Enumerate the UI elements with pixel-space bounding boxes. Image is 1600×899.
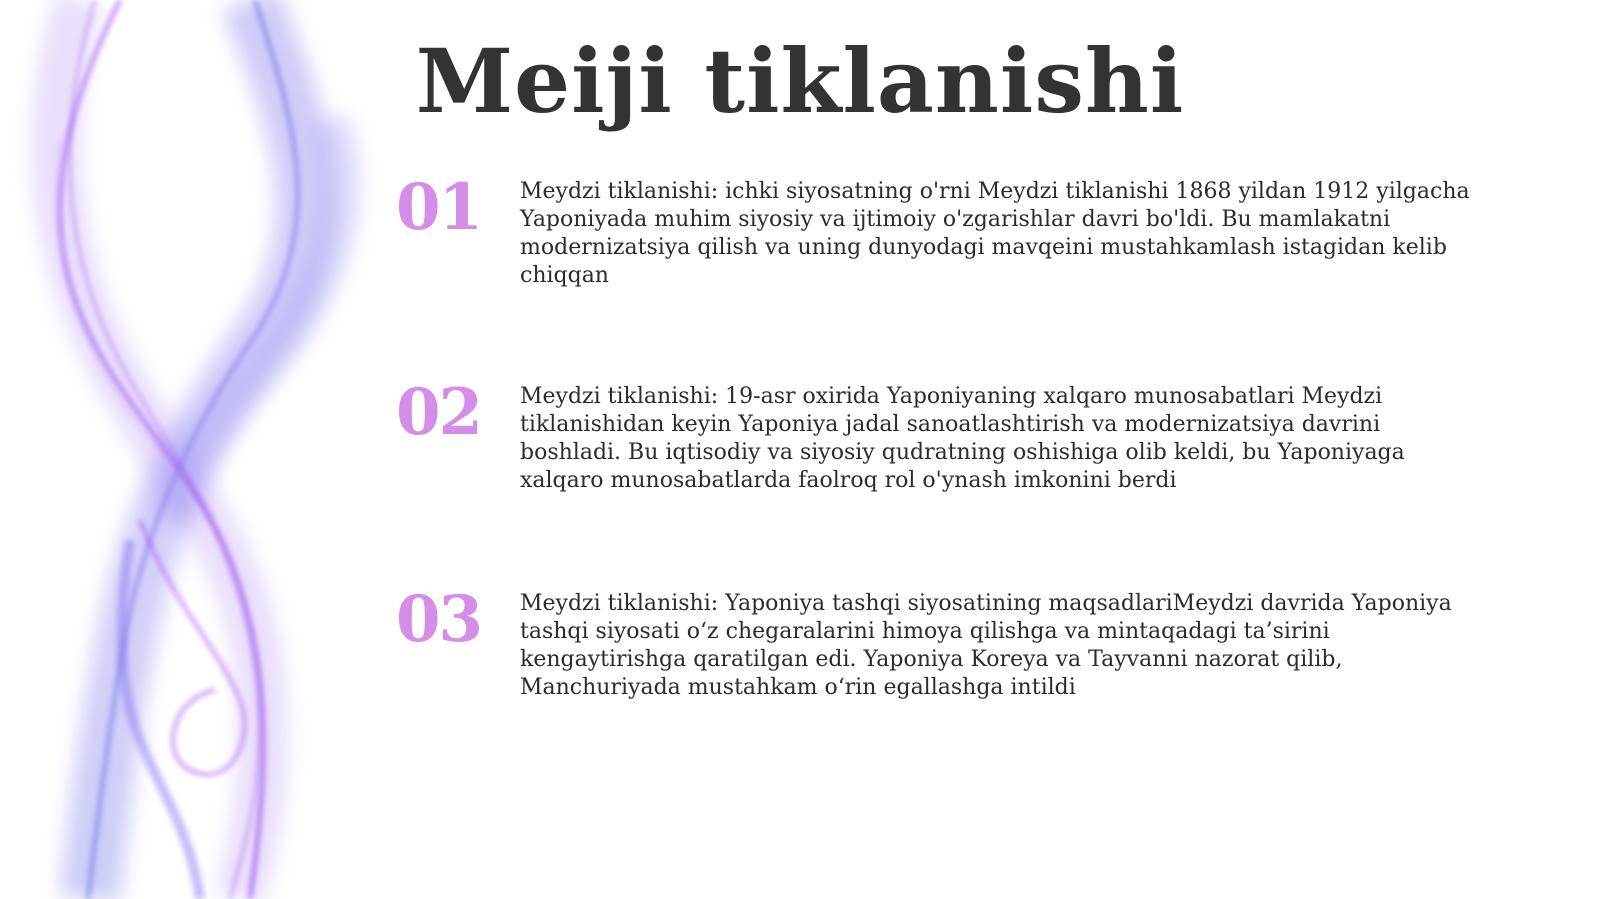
slide-title: Meiji tiklanishi <box>415 29 1185 133</box>
purple-smoke-decoration <box>0 0 400 899</box>
item-number: 03 <box>396 582 482 657</box>
item-text: Meydzi tiklanishi: Yaponiya tashqi siyosatining maqsadlariMeydzi davrida Yaponiya tashqi siyosati o‘z chegaralarini himoya qilishga va mintaqadagi ta’sirini kengaytirishga qaratilgan edi. Yaponiya Koreya va Tayvanni nazorat qilib, Manchuriyada mustahkam o‘rin egallashga intildi <box>520 591 1452 700</box>
item-number: 02 <box>396 375 482 450</box>
item-text: Meydzi tiklanishi: ichki siyosatning o'rni Meydzi tiklanishi 1868 yildan 1912 yilgacha Yaponiyada muhim siyosiy va ijtimoiy o'zgarishlar davri bo'ldi. Bu mamlakatni modernizatsiya qilish va uning dunyodagi mavqeini mustahkamlash istagidan kelib chiqqan <box>520 179 1470 288</box>
item-text: Meydzi tiklanishi: 19-asr oxirida Yaponiyaning xalqaro munosabatlari Meydzi tiklanishidan keyin Yaponiya jadal sanoatlashtirish va modernizatsiya davrini boshladi. Bu iqtisodiy va siyosiy qudratning oshishiga olib keldi, bu Yaponiyaga xalqaro munosabatlarda faolroq rol o'ynash imkonini berdi <box>520 384 1405 493</box>
item-number: 01 <box>396 170 482 245</box>
